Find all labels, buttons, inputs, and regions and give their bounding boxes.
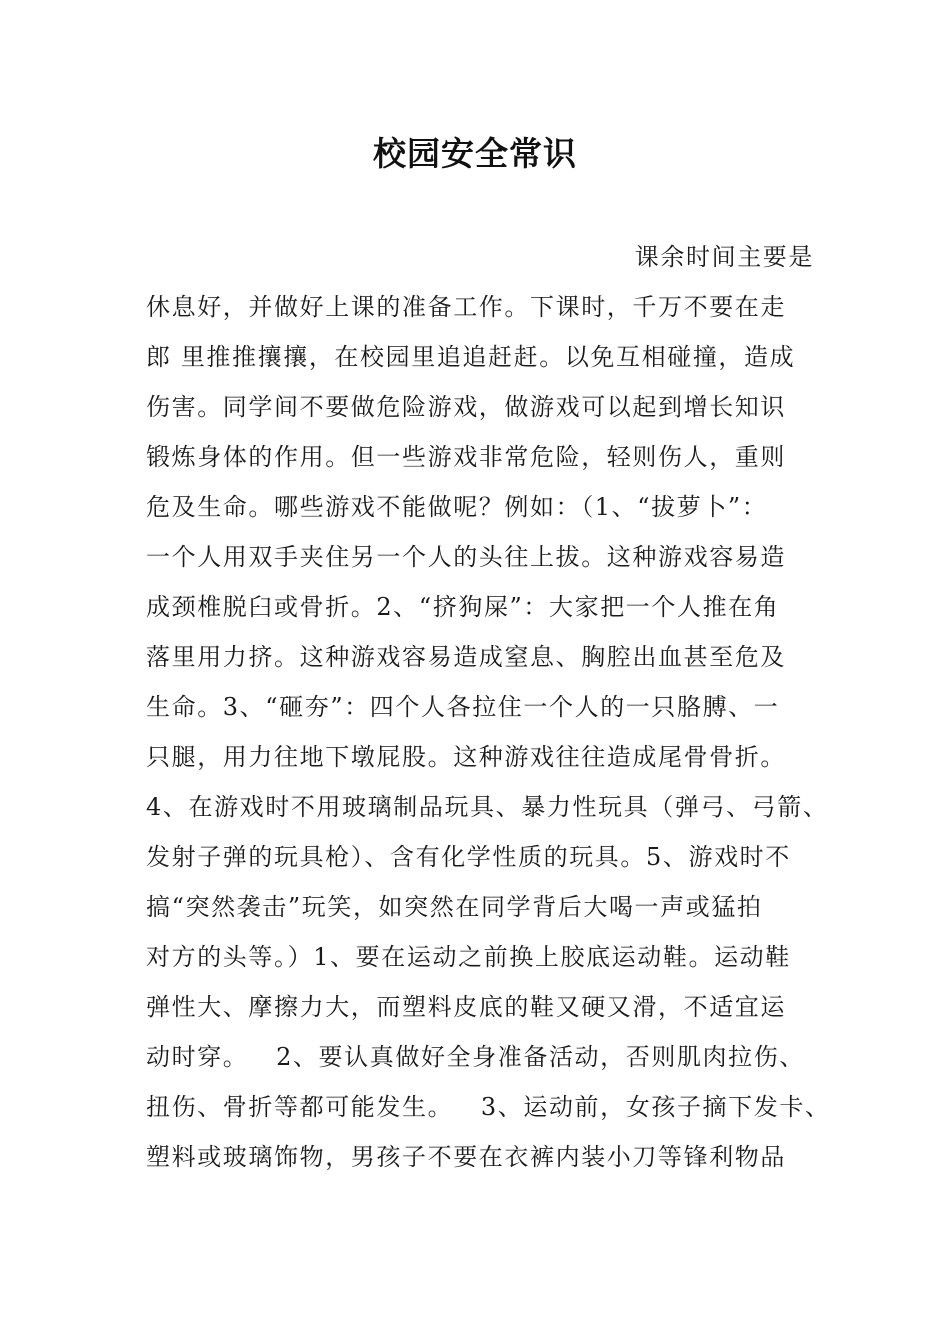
body-line: 一个人用双手夹住另一个人的头往上拔。这种游戏容易造 xyxy=(146,543,786,571)
document-body xyxy=(146,232,836,1182)
body-line: 只腿，用力往地下墩屁股。这种游戏往往造成尾骨骨折。 xyxy=(146,743,786,771)
body-line: 4、在游戏时不用玻璃制品玩具、暴力性玩具（弹弓、弓箭、 xyxy=(146,793,829,821)
body-line: 弹性大、摩擦力大，而塑料皮底的鞋又硬又滑，不适宜运 xyxy=(146,993,786,1021)
body-line: 落里用力挤。这种游戏容易造成窒息、胸腔出血甚至危及 xyxy=(146,643,786,671)
body-line: 塑料或玻璃饰物，男孩子不要在衣裤内装小刀等锋利物品 xyxy=(146,1143,786,1171)
body-line: 发射子弹的玩具枪）、含有化学性质的玩具。5、游戏时不 xyxy=(146,843,791,871)
body-line: 成颈椎脱臼或骨折。2、“挤狗屎”：大家把一个人推在角 xyxy=(146,593,780,621)
body-line: 休息好，并做好上课的准备工作。下课时，千万不要在走 xyxy=(146,293,786,321)
body-line: 搞“突然袭击”玩笑，如突然在同学背后大喝一声或猛拍 xyxy=(146,893,763,921)
body-line: 郎 里推推攘攘，在校园里追追赶赶。以免互相碰撞，造成 xyxy=(146,343,796,371)
body-line: 对方的头等。）1、要在运动之前换上胶底运动鞋。运动鞋 xyxy=(146,943,791,971)
document-title: 校园安全常识 xyxy=(373,134,577,173)
body-line: 课余时间主要是 xyxy=(634,243,814,271)
body-line: 锻炼身体的作用。但一些游戏非常危险，轻则伤人，重则 xyxy=(146,443,786,471)
body-line: 伤害。同学间不要做危险游戏，做游戏可以起到增长知识 xyxy=(146,393,786,421)
body-line: 动时穿。 2、要认真做好全身准备活动，否则肌肉拉伤、 xyxy=(146,1043,805,1071)
body-line: 危及生命。哪些游戏不能做呢？例如：（1、“拔萝卜”： xyxy=(146,493,768,521)
body-line: 生命。3、“砸夯”：四个人各拉住一个人的一只胳膊、一 xyxy=(146,693,780,721)
body-line: 扭伤、骨折等都可能发生。 3、运动前，女孩子摘下发卡、 xyxy=(146,1093,831,1121)
